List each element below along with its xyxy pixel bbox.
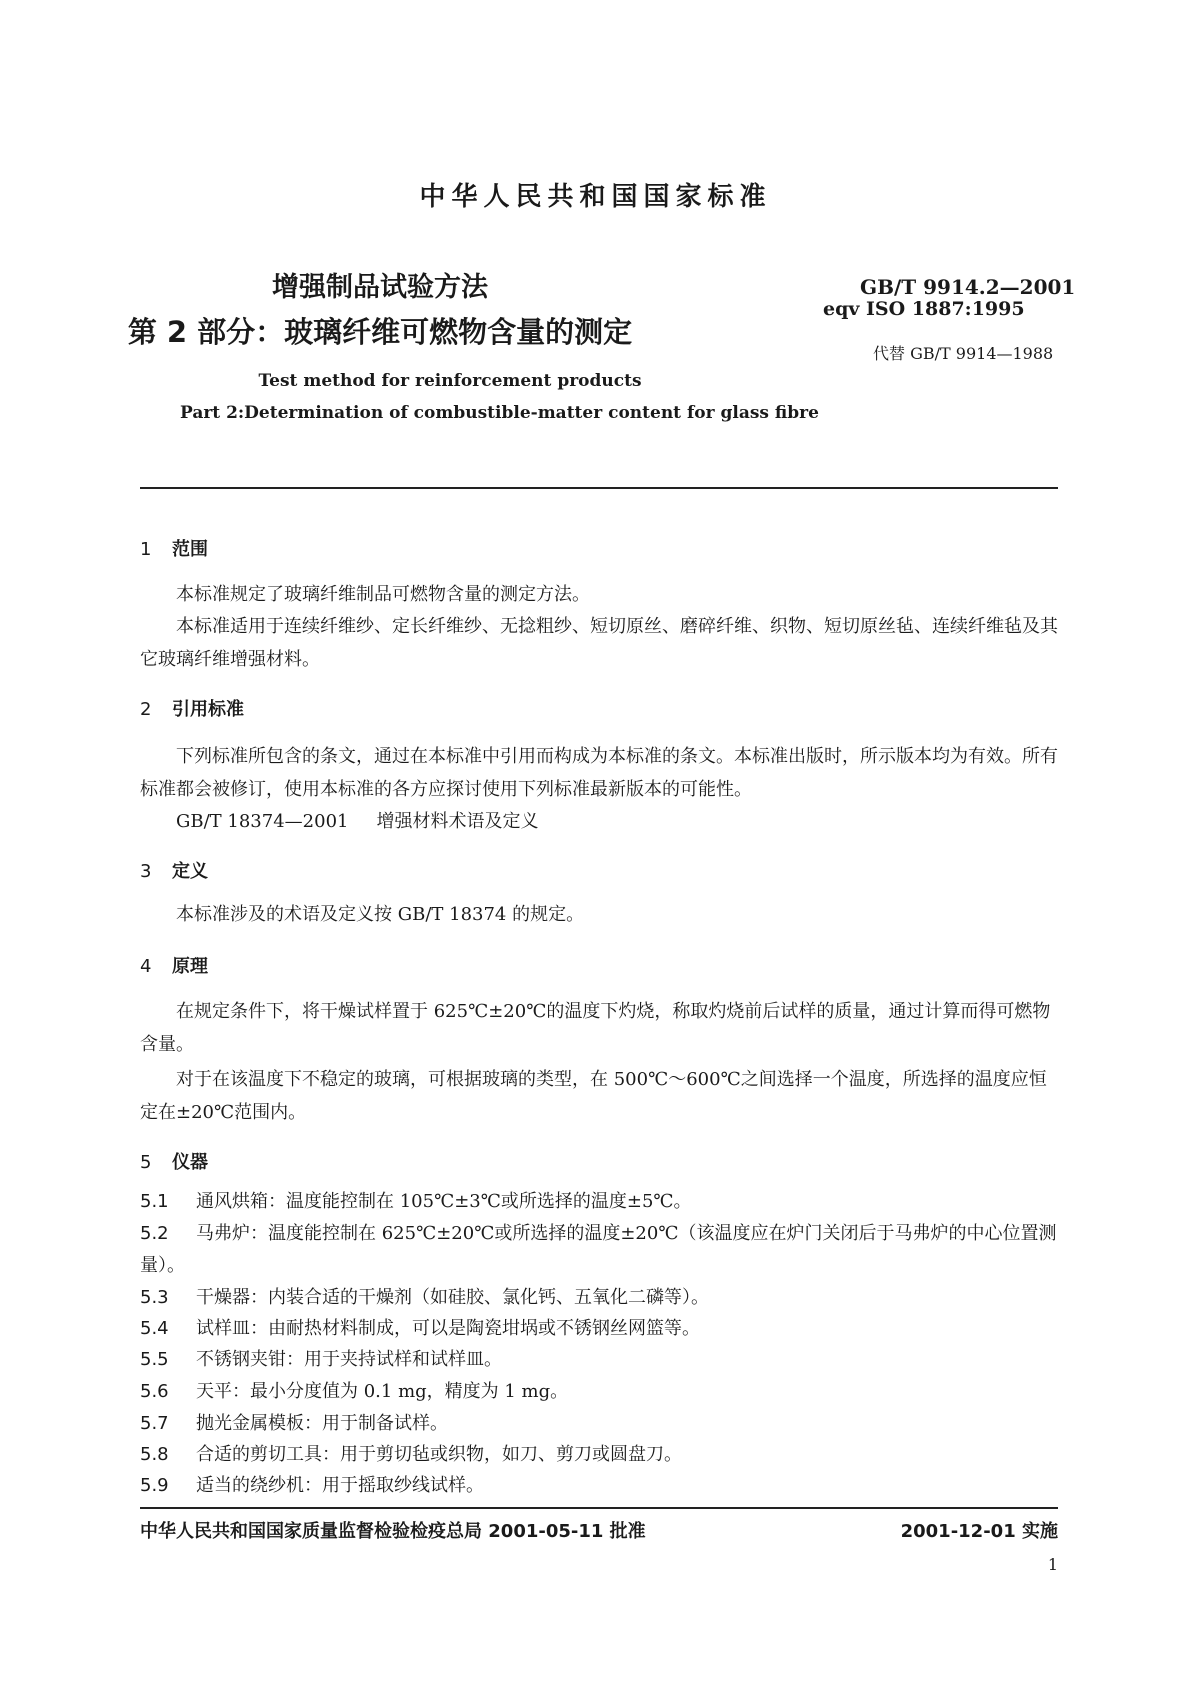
page-number: 1 bbox=[1047, 1555, 1058, 1574]
item-text: 试样皿：由耐热材料制成，可以是陶瓷坩埚或不锈钢丝网篮等。 bbox=[196, 1318, 700, 1339]
national-standard-label: 中华人民共和国国家标准 bbox=[419, 182, 772, 212]
reference-entry bbox=[176, 805, 538, 838]
section-number: 4 bbox=[140, 956, 152, 977]
apparatus-item bbox=[140, 1344, 1058, 1376]
title-en-line-1: Test method for reinforcement products bbox=[258, 371, 642, 391]
item-number: 5.6 bbox=[140, 1381, 169, 1402]
paragraph: 在规定条件下，将干燥试样置于 625℃±20℃的温度下灼烧，称取灼烧前后试样的质量，通过计算而得可燃物含量。 bbox=[140, 1001, 1051, 1055]
reference-code: GB/T 18374—2001 bbox=[176, 811, 349, 832]
paragraph: 本标准规定了玻璃纤维制品可燃物含量的测定方法。 bbox=[176, 584, 590, 605]
paragraph: 本标准适用于连续纤维纱、定长纤维纱、无捻粗纱、短切原丝、磨碎纤维、织物、短切原丝毡、连续纤维毡及其它玻璃纤维增强材料。 bbox=[140, 616, 1058, 670]
section-number: 2 bbox=[140, 699, 152, 720]
apparatus-item bbox=[140, 1282, 1058, 1314]
item-text: 通风烘箱：温度能控制在 105℃±3℃或所选择的温度±5℃。 bbox=[196, 1191, 692, 1212]
item-number: 5.1 bbox=[140, 1191, 169, 1212]
title-cn-line-1: 增强制品试验方法 bbox=[272, 272, 488, 303]
section-title: 原理 bbox=[172, 956, 208, 977]
section-title: 仪器 bbox=[172, 1152, 208, 1173]
apparatus-item bbox=[140, 1376, 1058, 1408]
footer-divider bbox=[140, 1507, 1058, 1509]
section-number: 3 bbox=[140, 861, 152, 882]
apparatus-item bbox=[140, 1408, 1058, 1440]
item-text: 合适的剪切工具：用于剪切毡或织物，如刀、剪刀或圆盘刀。 bbox=[196, 1444, 682, 1465]
section-heading-references bbox=[140, 695, 244, 721]
paragraph: 对于在该温度下不稳定的玻璃，可根据玻璃的类型，在 500℃～600℃之间选择一个温度，所选择的温度应恒定在±20℃范围内。 bbox=[140, 1069, 1047, 1123]
item-number: 5.9 bbox=[140, 1475, 169, 1496]
item-number: 5.8 bbox=[140, 1444, 169, 1465]
section-number: 5 bbox=[140, 1152, 152, 1173]
replaces-standard: 代替 GB/T 9914—1988 bbox=[873, 344, 1054, 363]
section-heading-principle bbox=[140, 952, 208, 978]
item-text: 适当的绕纱机：用于摇取纱线试样。 bbox=[196, 1475, 484, 1496]
item-number: 5.3 bbox=[140, 1287, 169, 1308]
section-title: 范围 bbox=[172, 539, 208, 560]
paragraph: 下列标准所包含的条文，通过在本标准中引用而构成为本标准的条文。本标准出版时，所示版本均为有效。所有标准都会被修订，使用本标准的各方应探讨使用下列标准最新版本的可能性。 bbox=[140, 746, 1058, 800]
apparatus-item bbox=[140, 1470, 1058, 1502]
section-heading-scope bbox=[140, 535, 208, 561]
effective-date: 2001-12-01 实施 bbox=[900, 1521, 1058, 1542]
apparatus-item bbox=[140, 1218, 1058, 1282]
item-text: 抛光金属模板：用于制备试样。 bbox=[196, 1413, 448, 1434]
paragraph: 本标准涉及的术语及定义按 GB/T 18374 的规定。 bbox=[176, 904, 585, 925]
item-text: 干燥器：内装合适的干燥剂（如硅胶、氯化钙、五氧化二磷等）。 bbox=[196, 1287, 709, 1308]
item-number: 5.7 bbox=[140, 1413, 169, 1434]
item-text: 天平：最小分度值为 0.1 mg，精度为 1 mg。 bbox=[196, 1381, 569, 1402]
equivalent-standard: eqv ISO 1887:1995 bbox=[823, 298, 1025, 320]
apparatus-item bbox=[140, 1439, 1058, 1471]
reference-title: 增强材料术语及定义 bbox=[376, 811, 539, 832]
item-text: 马弗炉：温度能控制在 625℃±20℃或所选择的温度±20℃（该温度应在炉门关闭后于马弗炉的中心位置测量）。 bbox=[140, 1223, 1057, 1276]
section-title: 引用标准 bbox=[172, 699, 244, 720]
item-text: 不锈钢夹钳：用于夹持试样和试样皿。 bbox=[196, 1349, 502, 1370]
item-number: 5.4 bbox=[140, 1318, 169, 1339]
header-divider bbox=[140, 487, 1058, 489]
apparatus-item bbox=[140, 1313, 1058, 1345]
title-cn-line-2: 第 2 部分：玻璃纤维可燃物含量的测定 bbox=[127, 315, 633, 349]
title-en-line-2: Part 2:Determination of combustible-matter content for glass fibre bbox=[180, 403, 819, 423]
item-number: 5.5 bbox=[140, 1349, 169, 1370]
standard-number: GB/T 9914.2—2001 bbox=[860, 275, 1076, 299]
item-number: 5.2 bbox=[140, 1223, 169, 1244]
section-number: 1 bbox=[140, 539, 152, 560]
section-heading-definitions bbox=[140, 857, 208, 883]
approval-line: 中华人民共和国国家质量监督检验检疫总局 2001-05-11 批准 bbox=[140, 1521, 646, 1542]
apparatus-item bbox=[140, 1186, 1058, 1218]
section-title: 定义 bbox=[172, 861, 208, 882]
section-heading-apparatus bbox=[140, 1148, 208, 1174]
